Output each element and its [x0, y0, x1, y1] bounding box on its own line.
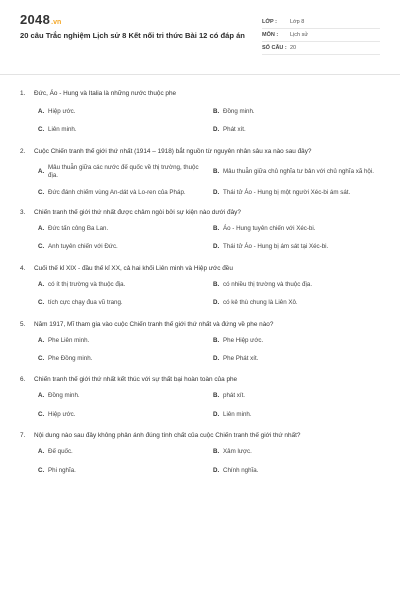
- option-a[interactable]: [38, 337, 205, 345]
- option-letter: D.: [213, 410, 220, 418]
- option-text: Phe Phát xít.: [223, 355, 259, 363]
- option-d[interactable]: [213, 467, 380, 475]
- option-text: Hiệp ước.: [48, 410, 76, 418]
- option-a[interactable]: [38, 164, 205, 181]
- option-letter: C.: [38, 355, 45, 363]
- option-text: có nhiều thị trường và thuộc địa.: [223, 280, 313, 288]
- options-grid: [20, 392, 380, 419]
- question-number: 2.: [20, 147, 26, 155]
- question-body: Năm 1917, Mĩ tham gia vào cuộc Chiến tranh thế giới thứ nhất và đứng về phe nào?: [34, 320, 274, 328]
- option-c[interactable]: [38, 189, 205, 197]
- option-text: có ít thị trường và thuộc địa.: [48, 280, 126, 288]
- option-a[interactable]: [38, 108, 205, 116]
- question-body: Chiến tranh thế giới thứ nhất kết thúc với sự thất bại hoàn toàn của phe: [34, 376, 238, 384]
- meta-value: 20: [290, 45, 297, 51]
- option-text: Xâm lược.: [223, 448, 252, 456]
- option-b[interactable]: [213, 281, 380, 289]
- question-list: [20, 89, 380, 475]
- meta-key: SỐ CÂU :: [262, 45, 287, 51]
- site-logo[interactable]: [20, 12, 245, 27]
- question-body: Cuộc Chiến tranh thế giới thứ nhất (1914 – 1918) bắt nguồn từ nguyên nhân sâu xa nào sau đây?: [34, 147, 312, 155]
- option-d[interactable]: [213, 411, 380, 419]
- option-a[interactable]: [38, 448, 205, 456]
- option-text: Liên minh.: [48, 126, 77, 134]
- option-text: Đức tấn công Ba Lan.: [48, 225, 109, 233]
- option-letter: D.: [213, 355, 220, 363]
- option-letter: A.: [38, 168, 45, 176]
- option-c[interactable]: [38, 126, 205, 134]
- option-letter: C.: [38, 188, 45, 196]
- option-d[interactable]: [213, 126, 380, 134]
- question-3: [20, 208, 380, 252]
- option-letter: B.: [213, 392, 220, 400]
- option-text: Phe Đồng minh.: [48, 355, 93, 363]
- option-c[interactable]: [38, 355, 205, 363]
- options-grid: [20, 164, 380, 197]
- question-text: [20, 375, 380, 384]
- meta-row-subject: [262, 29, 380, 42]
- option-c[interactable]: [38, 467, 205, 475]
- option-a[interactable]: [38, 225, 205, 233]
- question-text: [20, 264, 380, 273]
- option-text: Đồng minh.: [223, 108, 255, 115]
- option-d[interactable]: [213, 243, 380, 251]
- option-letter: B.: [213, 108, 220, 115]
- option-letter: A.: [38, 336, 45, 344]
- option-c[interactable]: [38, 299, 205, 307]
- option-b[interactable]: [213, 225, 380, 233]
- option-text: tích cực chạy đua vũ trang.: [48, 299, 123, 307]
- question-text: [20, 431, 380, 440]
- question-7: [20, 431, 380, 475]
- option-text: Phe Hiệp ước.: [223, 336, 264, 344]
- option-letter: A.: [38, 392, 45, 400]
- option-d[interactable]: [213, 189, 380, 197]
- option-a[interactable]: [38, 281, 205, 289]
- question-body: Nội dung nào sau đây không phản ánh đúng tính chất của cuộc Chiến tranh thế giới thứ nhất?: [34, 432, 301, 440]
- option-b[interactable]: [213, 337, 380, 345]
- option-text: Phi nghĩa.: [48, 466, 76, 474]
- logo-sub: .vn: [51, 19, 62, 26]
- question-4: [20, 264, 380, 308]
- question-number: 3.: [20, 209, 26, 217]
- option-text: Thái tử Áo - Hung bị ám sát tại Xéc-bi.: [223, 243, 329, 251]
- options-grid: [20, 281, 380, 308]
- question-body: Chiến tranh thế giới thứ nhất được châm ngòi bởi sự kiện nào dưới đây?: [34, 209, 241, 217]
- options-grid: [20, 448, 380, 475]
- meta-row-class: [262, 16, 380, 29]
- meta-value: Lớp 8: [290, 19, 305, 25]
- question-text: [20, 320, 380, 329]
- page-title: 20 câu Trắc nghiệm Lịch sử 8 Kết nối tri thức Bài 12 có đáp án: [20, 31, 245, 40]
- meta-key: LỚP :: [262, 19, 277, 25]
- options-grid: [20, 108, 380, 135]
- option-letter: B.: [213, 448, 220, 456]
- option-text: Hiệp ước.: [48, 108, 76, 115]
- question-number: 6.: [20, 376, 26, 384]
- meta-value: Lịch sử: [290, 32, 309, 38]
- question-number: 1.: [20, 90, 26, 97]
- option-text: Phe Liên minh.: [48, 336, 90, 344]
- option-letter: C.: [38, 243, 45, 251]
- option-letter: D.: [213, 243, 220, 251]
- option-text: Liên minh.: [223, 410, 252, 418]
- question-6: [20, 375, 380, 419]
- option-letter: A.: [38, 225, 45, 233]
- option-b[interactable]: [213, 392, 380, 400]
- option-text: Thái tử Áo - Hung bị một người Xéc-bi ám sát.: [223, 188, 351, 196]
- option-text: Mâu thuẫn giữa chủ nghĩa tư bản với chủ nghĩa xã hội.: [223, 168, 374, 176]
- question-body: Cuối thế kỉ XIX - đầu thế kỉ XX, cả hai khối Liên minh và Hiệp ước đều: [34, 264, 233, 272]
- question-5: [20, 320, 380, 364]
- option-b[interactable]: [213, 448, 380, 456]
- option-text: Áo - Hung tuyên chiến với Xéc-bi.: [223, 225, 316, 233]
- option-letter: C.: [38, 410, 45, 418]
- option-letter: D.: [213, 126, 220, 134]
- option-text: Mâu thuẫn giữa các nước đế quốc về thị trường, thuộc địa.: [48, 163, 199, 180]
- option-text: Đức đánh chiếm vùng An-dát và Lo-ren của Pháp.: [48, 188, 186, 196]
- option-text: Chính nghĩa.: [223, 466, 259, 474]
- option-letter: A.: [38, 280, 45, 288]
- option-text: phát xít.: [223, 392, 246, 400]
- meta-table: [262, 16, 380, 68]
- option-letter: B.: [213, 336, 220, 344]
- option-c[interactable]: [38, 411, 205, 419]
- header: [20, 0, 380, 68]
- option-letter: B.: [213, 225, 220, 233]
- option-b[interactable]: [213, 108, 380, 116]
- question-number: 7.: [20, 432, 26, 440]
- question-1: [20, 89, 380, 135]
- meta-row-count: [262, 42, 380, 55]
- option-text: Anh tuyên chiến với Đức.: [48, 243, 118, 251]
- logo-main: 2048: [20, 12, 51, 27]
- option-b[interactable]: [213, 164, 380, 181]
- question-text: [20, 208, 380, 217]
- option-letter: B.: [213, 168, 220, 176]
- option-letter: D.: [213, 466, 220, 474]
- options-grid: [20, 225, 380, 252]
- option-d[interactable]: [213, 299, 380, 307]
- option-letter: C.: [38, 299, 45, 307]
- option-letter: A.: [38, 108, 45, 115]
- options-grid: [20, 337, 380, 364]
- question-text: [20, 147, 380, 156]
- option-c[interactable]: [38, 243, 205, 251]
- question-number: 5.: [20, 320, 26, 328]
- option-letter: B.: [213, 280, 220, 288]
- option-a[interactable]: [38, 392, 205, 400]
- header-divider: [0, 74, 400, 75]
- option-text: Đế quốc.: [48, 448, 73, 456]
- option-d[interactable]: [213, 355, 380, 363]
- question-body: Đức, Áo - Hung và Italia là những nước thuộc phe: [34, 90, 177, 97]
- option-text: có kẻ thù chung là Liên Xô.: [223, 299, 298, 307]
- option-text: Đồng minh.: [48, 392, 80, 400]
- option-letter: C.: [38, 126, 45, 134]
- question-2: [20, 147, 380, 197]
- brand-block: [20, 12, 245, 68]
- option-letter: D.: [213, 299, 220, 307]
- option-letter: A.: [38, 448, 45, 456]
- option-letter: C.: [38, 466, 45, 474]
- option-text: Phát xít.: [223, 126, 246, 134]
- option-letter: D.: [213, 188, 220, 196]
- meta-key: MÔN :: [262, 32, 279, 38]
- question-text: [20, 89, 380, 98]
- question-number: 4.: [20, 264, 26, 272]
